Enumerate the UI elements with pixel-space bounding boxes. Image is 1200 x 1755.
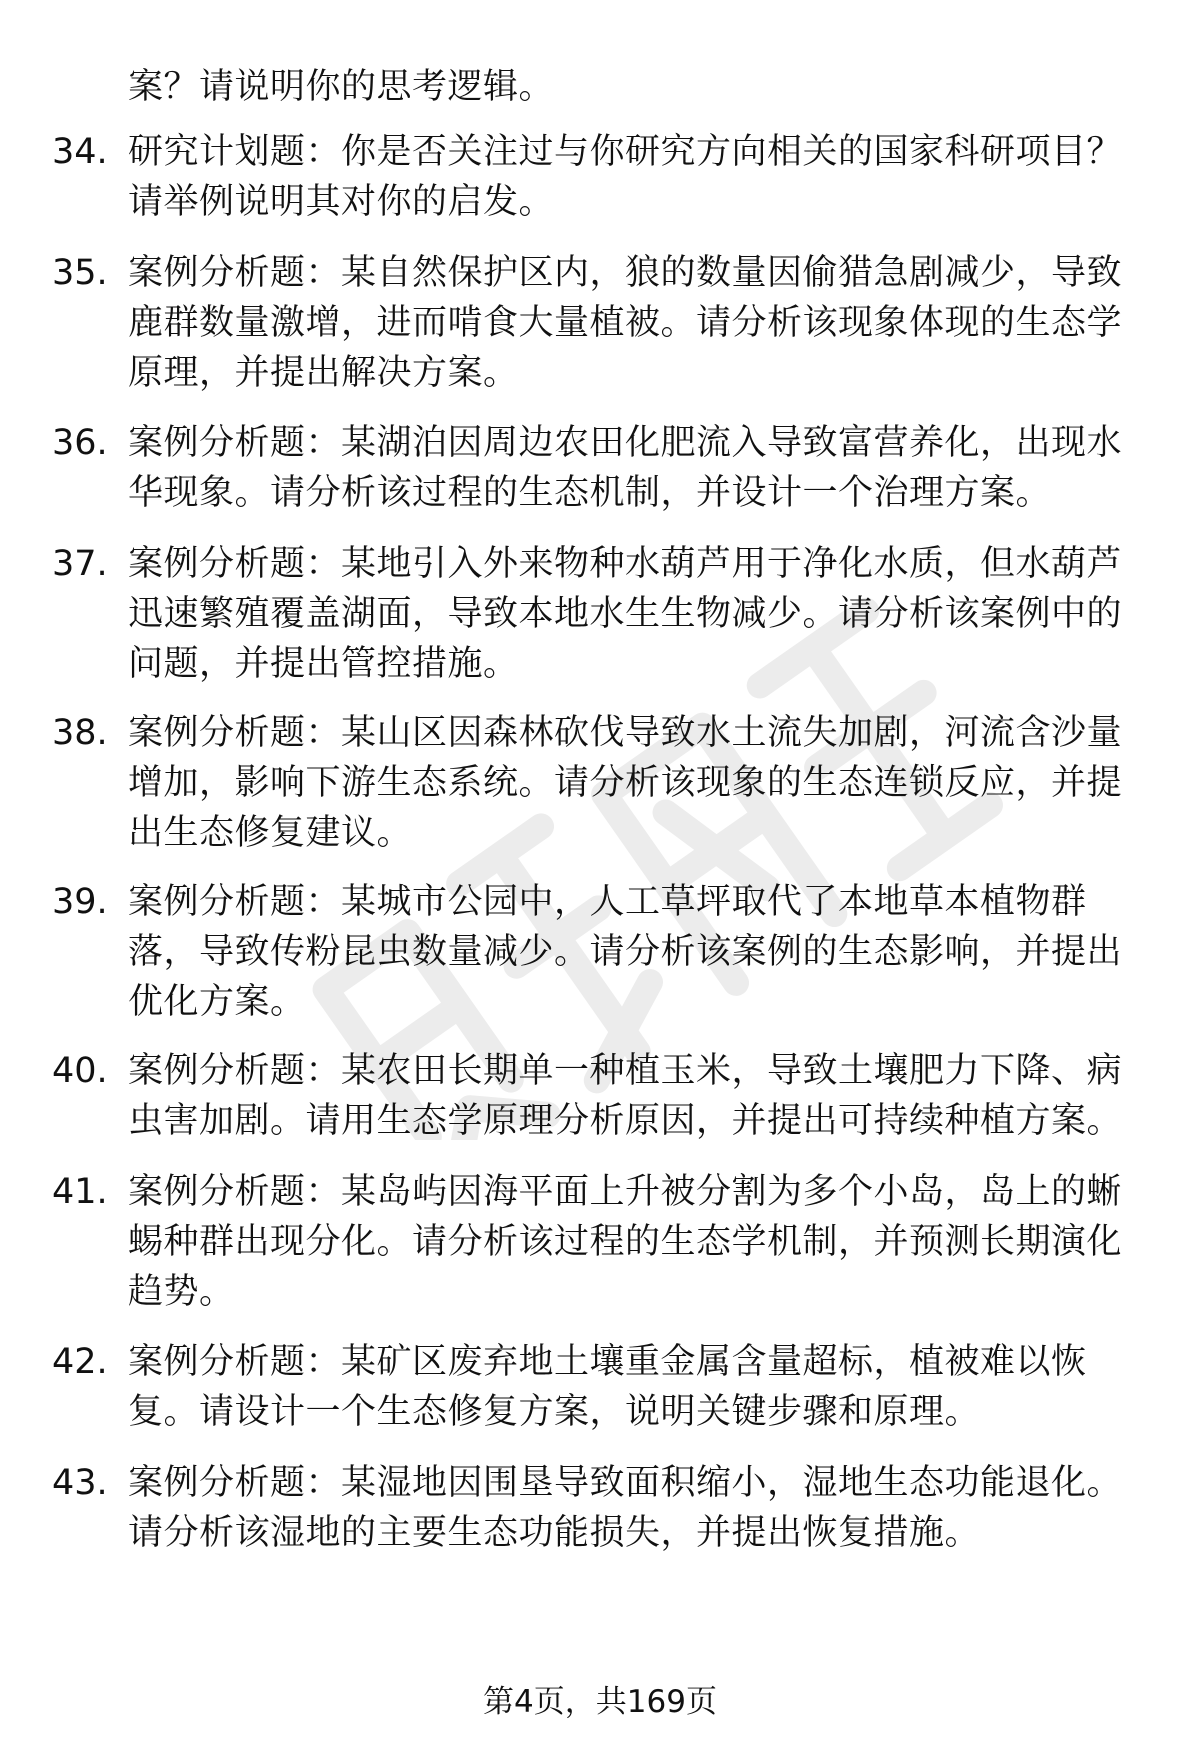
question-number: 43. [52, 1463, 108, 1503]
question-number: 36. [52, 423, 108, 463]
question-text: 案例分析题：某地引入外来物种水葫芦用于净化水质，但水葫芦迅速繁殖覆盖湖面，导致本地水生生物减少。请分析该案例中的问题，并提出管控措施。 [128, 544, 1123, 684]
question-text: 案例分析题：某城市公园中，人工草坪取代了本地草本植物群落，导致传粉昆虫数量减少。请分析该案例的生态影响，并提出优化方案。 [128, 882, 1123, 1022]
question-text: 案例分析题：某山区因森林砍伐导致水土流失加剧，河流含沙量增加，影响下游生态系统。请分析该现象的生态连锁反应，并提出生态修复建议。 [128, 713, 1123, 853]
continuation-line: 案？请说明你的思考逻辑。 [128, 67, 555, 107]
question-text: 案例分析题：某湿地因围垦导致面积缩小，湿地生态功能退化。请分析该湿地的主要生态功能损失，并提出恢复措施。 [128, 1463, 1123, 1553]
question-number: 37. [52, 544, 108, 584]
question-text: 案例分析题：某湖泊因周边农田化肥流入导致富营养化，出现水华现象。请分析该过程的生态机制，并设计一个治理方案。 [128, 423, 1123, 513]
question-number: 41. [52, 1172, 108, 1212]
question-number: 42. [52, 1342, 108, 1382]
question-text: 案例分析题：某矿区废弃地土壤重金属含量超标，植被难以恢复。请设计一个生态修复方案，说明关键步骤和原理。 [128, 1342, 1087, 1432]
question-text: 案例分析题：某农田长期单一种植玉米，导致土壤肥力下降、病虫害加剧。请用生态学原理分析原因，并提出可持续种植方案。 [128, 1051, 1123, 1141]
page-footer: 第4页，共169页 [483, 1684, 717, 1720]
question-number: 39. [52, 882, 108, 922]
question-number: 35. [52, 253, 108, 293]
question-text: 研究计划题：你是否关注过与你研究方向相关的国家科研项目？请举例说明其对你的启发。 [128, 132, 1123, 222]
question-number: 40. [52, 1051, 108, 1091]
question-number: 38. [52, 713, 108, 753]
question-text: 案例分析题：某自然保护区内，狼的数量因偷猎急剧减少，导致鹿群数量激增，进而啃食大量植被。请分析该现象体现的生态学原理，并提出解决方案。 [128, 253, 1123, 393]
question-number: 34. [52, 132, 108, 172]
question-text: 案例分析题：某岛屿因海平面上升被分割为多个小岛，岛上的蜥蜴种群出现分化。请分析该过程的生态学机制，并预测长期演化趋势。 [128, 1172, 1123, 1312]
